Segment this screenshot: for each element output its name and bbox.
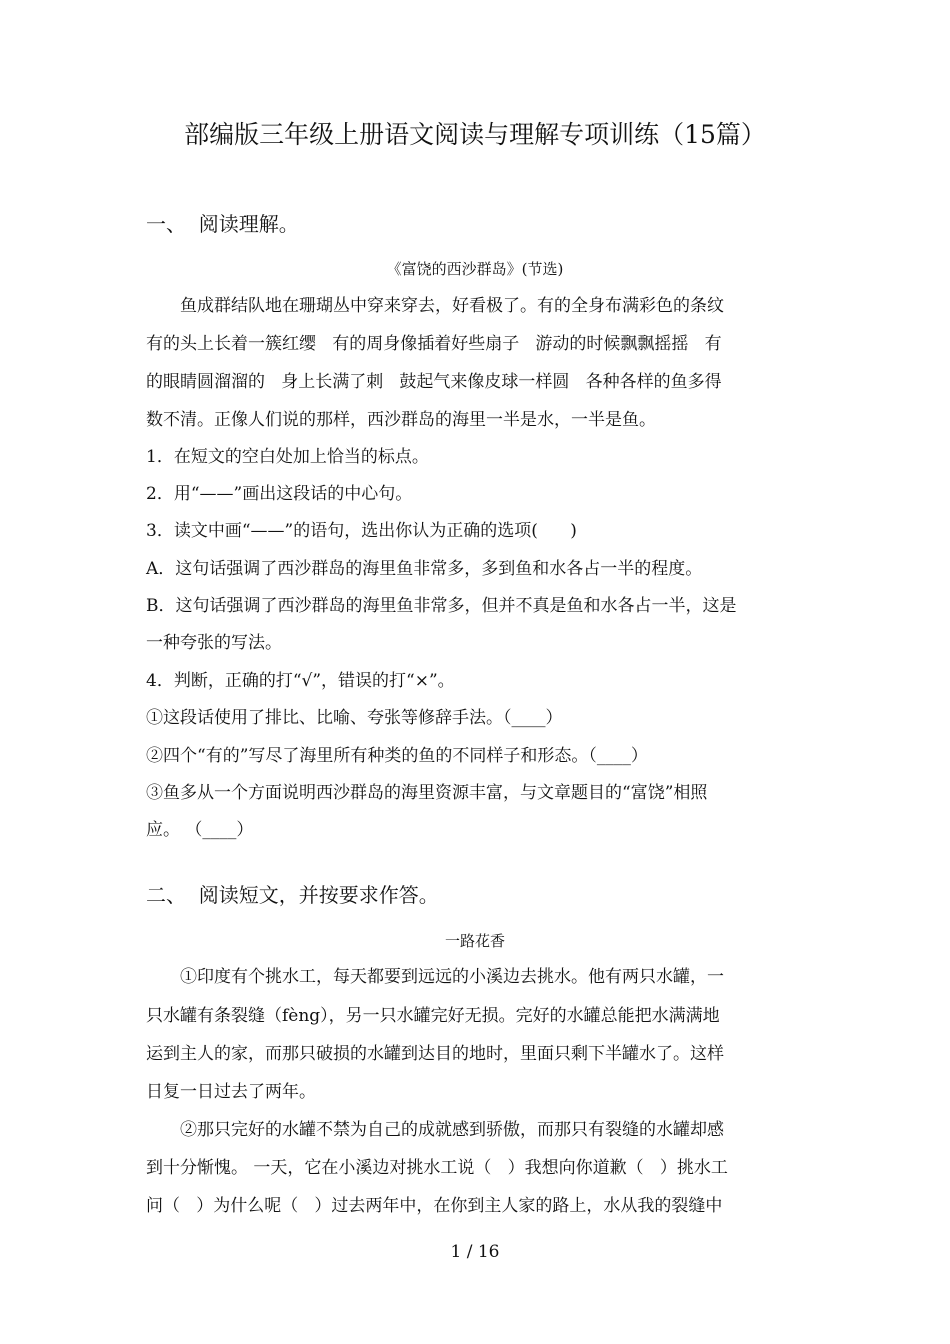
judgement-2: ②四个“有的”写尽了海里所有种类的鱼的不同样子和形态。（____） xyxy=(146,746,648,766)
passage-2-line: 问（ ）为什么呢（ ）过去两年中，在你到主人家的路上，水从我的裂缝中 xyxy=(146,1196,723,1216)
page-title: 部编版三年级上册语文阅读与理解专项训练（15篇） xyxy=(184,120,766,149)
judgement-1: ①这段话使用了排比、比喻、夸张等修辞手法。（____） xyxy=(146,708,563,728)
passage-1-line: 数不清。正像人们说的那样，西沙群岛的海里一半是水，一半是鱼。 xyxy=(146,410,656,430)
section-1-heading: 一、 阅读理解。 xyxy=(146,212,299,236)
passage-2-line: 只水罐有条裂缝（fèng），另一只水罐完好无损。完好的水罐总能把水满满地 xyxy=(146,1006,720,1026)
option-b-continued: 一种夸张的写法。 xyxy=(146,633,282,653)
passage-2-line: 运到主人的家，而那只破损的水罐到达目的地时，里面只剩下半罐水了。这样 xyxy=(146,1044,724,1064)
passage-2-line: ②那只完好的水罐不禁为自己的成就感到骄傲，而那只有裂缝的水罐却感 xyxy=(180,1120,724,1140)
section-1-passage-title: 《富饶的西沙群岛》(节选) xyxy=(386,260,564,278)
option-a: A．这句话强调了西沙群岛的海里鱼非常多，多到鱼和水各占一半的程度。 xyxy=(146,559,703,579)
passage-1-line: 有的头上长着一簇红缨 有的周身像插着好些扇子 游动的时候飘飘摇摇 有 xyxy=(146,334,722,354)
passage-2-line: 到十分惭愧。 一天，它在小溪边对挑水工说（ ）我想向你道歉（ ）挑水工 xyxy=(146,1158,728,1178)
section-2-passage-title: 一路花香 xyxy=(444,932,505,950)
passage-1-line: 鱼成群结队地在珊瑚丛中穿来穿去，好看极了。有的全身布满彩色的条纹 xyxy=(180,296,724,316)
judgement-3-continued: 应。 （____） xyxy=(146,820,254,840)
passage-2-line: 日复一日过去了两年。 xyxy=(146,1082,316,1102)
question-4: 4．判断，正确的打“√”，错误的打“×”。 xyxy=(146,671,455,691)
option-b: B．这句话强调了西沙群岛的海里鱼非常多，但并不真是鱼和水各占一半，这是 xyxy=(146,596,737,616)
judgement-3: ③鱼多从一个方面说明西沙群岛的海里资源丰富，与文章题目的“富饶”相照 xyxy=(146,783,708,803)
section-2-heading: 二、 阅读短文，并按要求作答。 xyxy=(146,883,439,907)
question-2: 2．用“——”画出这段话的中心句。 xyxy=(146,484,413,504)
question-1: 1．在短文的空白处加上恰当的标点。 xyxy=(146,447,429,467)
question-3: 3．读文中画“——”的语句，选出你认为正确的选项( ) xyxy=(146,521,577,541)
passage-1-line: 的眼睛圆溜溜的 身上长满了刺 鼓起气来像皮球一样圆 各种各样的鱼多得 xyxy=(146,372,722,392)
page-number: 1 / 16 xyxy=(450,1242,500,1262)
passage-2-line: ①印度有个挑水工，每天都要到远远的小溪边去挑水。他有两只水罐，一 xyxy=(180,967,724,987)
